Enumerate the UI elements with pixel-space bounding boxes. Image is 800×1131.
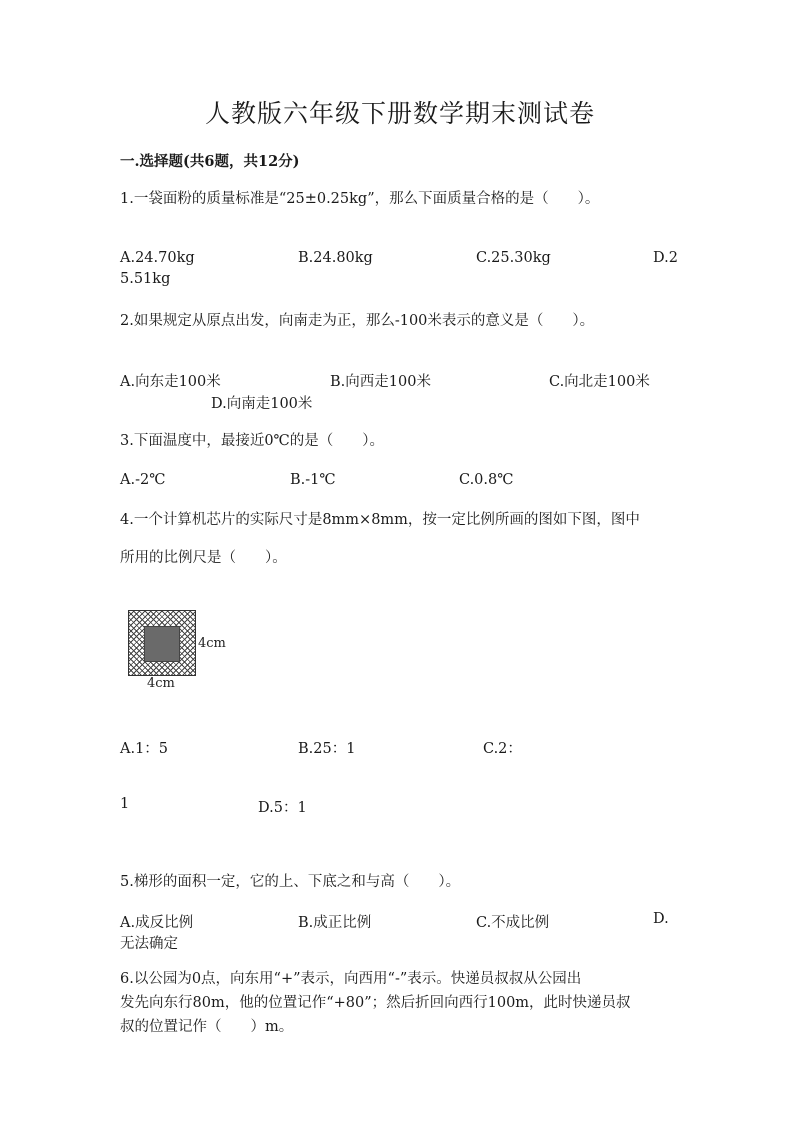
question-3-option-a: A.-2℃ — [120, 472, 166, 488]
section-heading: 一.选择题(共6题，共12分) — [120, 153, 300, 170]
chip-scale-figure — [128, 607, 238, 693]
question-6-stem-line-1: 6.以公园为0点，向东用“+”表示，向西用“-”表示。快递员叔叔从公园出 — [120, 971, 582, 987]
question-4-option-b: B.25：1 — [298, 741, 356, 757]
question-1-option-d-wrap: 5.51kg — [120, 271, 171, 287]
question-2-stem: 2.如果规定从原点出发，向南走为正，那么-100米表示的意义是（ ）。 — [120, 313, 595, 329]
question-4-stem-line-2: 所用的比例尺是（ ）。 — [120, 550, 287, 566]
question-2-option-a: A.向东走100米 — [120, 374, 221, 390]
figure-width-label: 4cm — [147, 676, 175, 691]
question-5-option-b: B.成正比例 — [298, 915, 372, 931]
question-3-option-c: C.0.8℃ — [459, 472, 514, 488]
question-4-option-a: A.1：5 — [120, 741, 169, 757]
chip-core — [144, 626, 180, 662]
question-2-option-c: C.向北走100米 — [549, 374, 650, 390]
question-1-option-a: A.24.70kg — [120, 250, 195, 266]
figure-height-label: 4cm — [198, 636, 226, 651]
question-1-option-c: C.25.30kg — [476, 250, 551, 266]
question-3-stem: 3.下面温度中，最接近0℃的是（ ）。 — [120, 433, 385, 449]
page-title: 人教版六年级下册数学期末测试卷 — [204, 99, 595, 128]
question-4-stem-line-1: 4.一个计算机芯片的实际尺寸是8mm×8mm，按一定比例所画的图如下图，图中 — [120, 512, 640, 528]
question-5-option-c: C.不成比例 — [476, 915, 550, 931]
question-6-stem-line-2: 发先向东行80m，他的位置记作“+80”；然后折回向西行100m，此时快递员叔 — [120, 995, 631, 1011]
question-4-option-c-wrap: 1 — [120, 796, 130, 812]
question-2-option-d: D.向南走100米 — [211, 396, 313, 412]
question-4-option-c: C.2： — [483, 741, 522, 757]
question-3-option-b: B.-1℃ — [290, 472, 336, 488]
question-5-option-d: D. — [653, 911, 669, 927]
question-5-stem: 5.梯形的面积一定，它的上、下底之和与高（ ）。 — [120, 874, 461, 890]
question-1-option-d: D.2 — [653, 250, 678, 266]
question-1-option-b: B.24.80kg — [298, 250, 373, 266]
question-2-option-b: B.向西走100米 — [330, 374, 431, 390]
question-1-stem: 1.一袋面粉的质量标准是“25±0.25kg”，那么下面质量合格的是（ ）。 — [120, 191, 600, 207]
question-5-option-d-wrap: 无法确定 — [120, 936, 178, 952]
question-6-stem-line-3: 叔的位置记作（ ）m。 — [120, 1019, 294, 1035]
chip-outline-image — [128, 610, 196, 676]
question-4-option-d: D.5：1 — [258, 800, 307, 816]
question-5-option-a: A.成反比例 — [120, 915, 194, 931]
